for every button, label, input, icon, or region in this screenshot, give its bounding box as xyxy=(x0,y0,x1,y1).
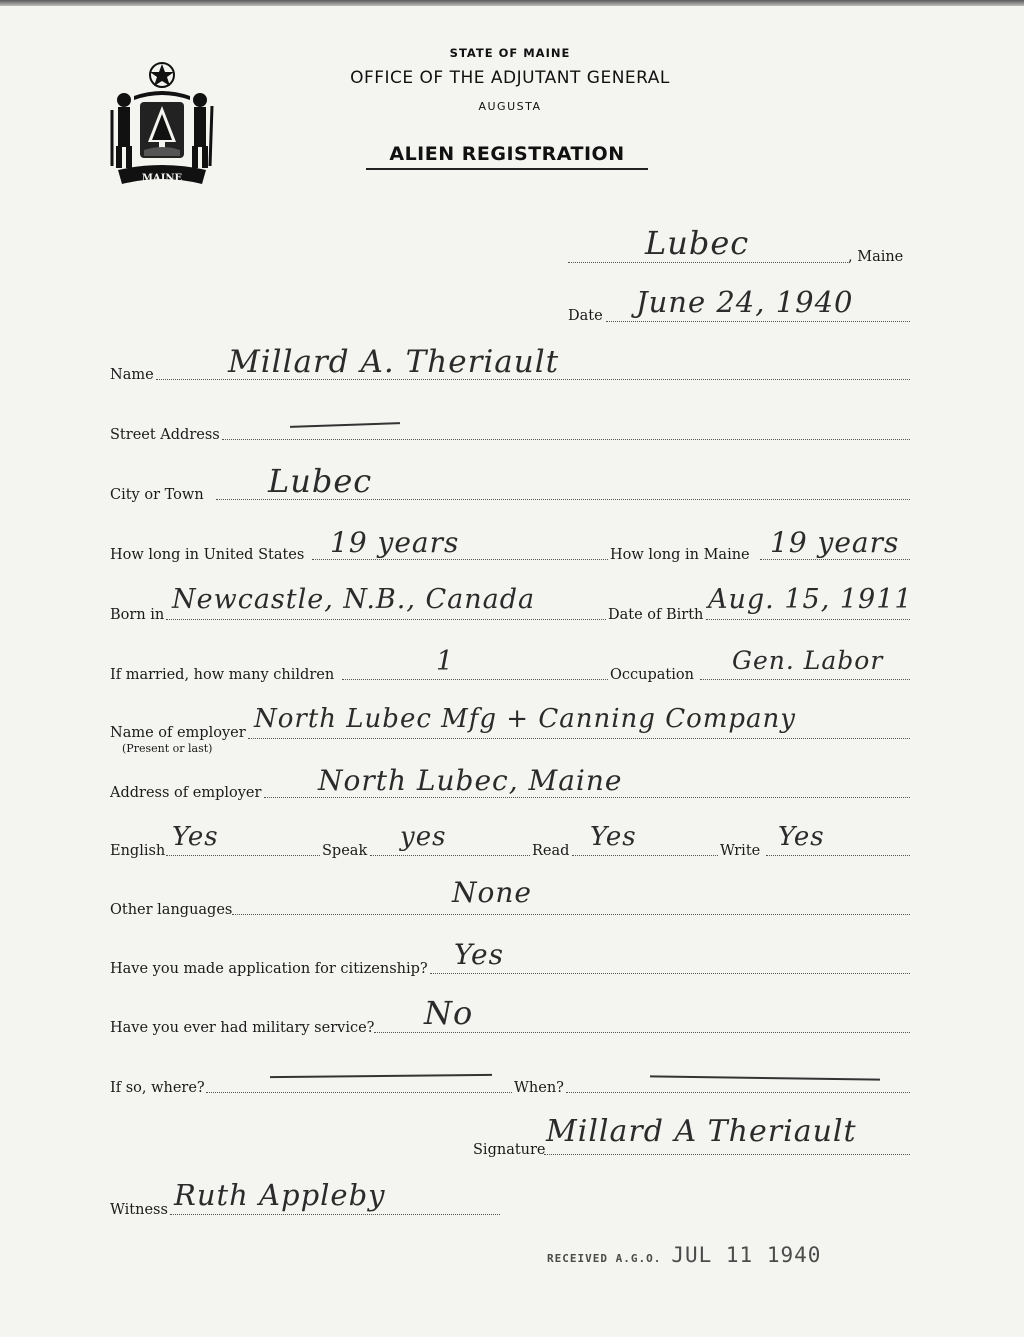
english-label: English xyxy=(110,843,166,859)
header-city: AUGUSTA xyxy=(478,100,542,113)
when-dash xyxy=(650,1075,880,1080)
citizenship-value: Yes xyxy=(454,938,504,971)
speak-label: Speak xyxy=(322,843,368,859)
born-in-line xyxy=(166,619,606,620)
military-value: No xyxy=(424,994,474,1032)
english-value: Yes xyxy=(172,822,219,852)
how-long-us-line xyxy=(312,559,608,560)
write-label: Write xyxy=(720,843,761,859)
employer-name-value: North Lubec Mfg + Canning Company xyxy=(254,704,796,734)
how-long-maine-label: How long in Maine xyxy=(610,547,750,563)
how-long-us-label: How long in United States xyxy=(110,547,305,563)
street-address-line xyxy=(222,439,910,440)
employer-note-label: (Present or last) xyxy=(122,742,213,755)
occupation-value: Gen. Labor xyxy=(732,646,884,675)
header-state: STATE OF MAINE xyxy=(449,46,571,60)
occupation-line xyxy=(700,679,910,680)
date-line xyxy=(606,321,910,322)
military-line xyxy=(374,1032,910,1033)
born-in-value: Newcastle, N.B., Canada xyxy=(172,584,536,615)
other-languages-value: None xyxy=(452,876,532,909)
write-value: Yes xyxy=(778,822,825,852)
state-of-maine-seal-icon xyxy=(104,60,220,190)
read-line xyxy=(572,855,718,856)
how-long-us-value: 19 years xyxy=(330,526,460,559)
when-label: When? xyxy=(514,1080,564,1096)
street-address-dash xyxy=(290,422,400,428)
signature-line xyxy=(544,1154,910,1155)
employer-name-line xyxy=(248,738,910,739)
when-line xyxy=(566,1092,910,1093)
town-value: Lubec xyxy=(645,224,750,262)
speak-line xyxy=(370,855,530,856)
read-label: Read xyxy=(532,843,570,859)
received-stamp-date: JUL 11 1940 xyxy=(671,1243,822,1267)
signature-label: Signature xyxy=(473,1142,546,1158)
occupation-label: Occupation xyxy=(610,667,694,683)
form-title: ALIEN REGISTRATION xyxy=(366,143,648,170)
date-of-birth-label: Date of Birth xyxy=(608,607,704,623)
city-value: Lubec xyxy=(268,462,373,500)
employer-name-label: Name of employer xyxy=(110,725,246,741)
received-stamp-text: RECEIVED A.G.O. xyxy=(547,1252,662,1265)
date-value: June 24, 1940 xyxy=(636,285,854,319)
how-long-maine-line xyxy=(760,559,910,560)
witness-line xyxy=(170,1214,500,1215)
citizenship-label: Have you made application for citizenship? xyxy=(110,961,428,977)
children-value: 1 xyxy=(436,646,455,677)
name-value: Millard A. Theriault xyxy=(228,344,560,380)
town-line xyxy=(568,262,848,263)
date-of-birth-value: Aug. 15, 1911 xyxy=(708,584,913,615)
read-value: Yes xyxy=(590,822,637,852)
if-so-where-label: If so, where? xyxy=(110,1080,205,1096)
other-languages-line xyxy=(232,914,910,915)
seal-banner-text: MAINE xyxy=(141,173,183,184)
scan-top-edge xyxy=(0,0,1024,6)
how-long-maine-value: 19 years xyxy=(770,526,900,559)
date-label: Date xyxy=(568,308,603,324)
children-line xyxy=(342,679,608,680)
received-stamp xyxy=(547,1243,821,1267)
speak-value: yes xyxy=(400,822,447,852)
employer-address-label: Address of employer xyxy=(110,785,262,801)
maine-label: , Maine xyxy=(848,249,904,265)
employer-address-line xyxy=(264,797,910,798)
city-label: City or Town xyxy=(110,487,204,503)
name-label: Name xyxy=(110,367,154,383)
header-office: OFFICE OF THE ADJUTANT GENERAL xyxy=(350,68,670,88)
children-label: If married, how many children xyxy=(110,667,335,683)
english-line xyxy=(166,855,320,856)
witness-value: Ruth Appleby xyxy=(174,1178,386,1212)
citizenship-line xyxy=(430,973,910,974)
street-address-label: Street Address xyxy=(110,427,220,443)
write-line xyxy=(766,855,910,856)
date-of-birth-line xyxy=(706,619,910,620)
other-languages-label: Other languages xyxy=(110,902,233,918)
employer-address-value: North Lubec, Maine xyxy=(318,764,623,797)
military-label: Have you ever had military service? xyxy=(110,1020,375,1036)
if-so-where-line xyxy=(206,1092,512,1093)
signature-value: Millard A Theriault xyxy=(546,1114,857,1149)
if-so-where-dash xyxy=(270,1074,492,1078)
born-in-label: Born in xyxy=(110,607,165,623)
witness-label: Witness xyxy=(110,1202,168,1218)
